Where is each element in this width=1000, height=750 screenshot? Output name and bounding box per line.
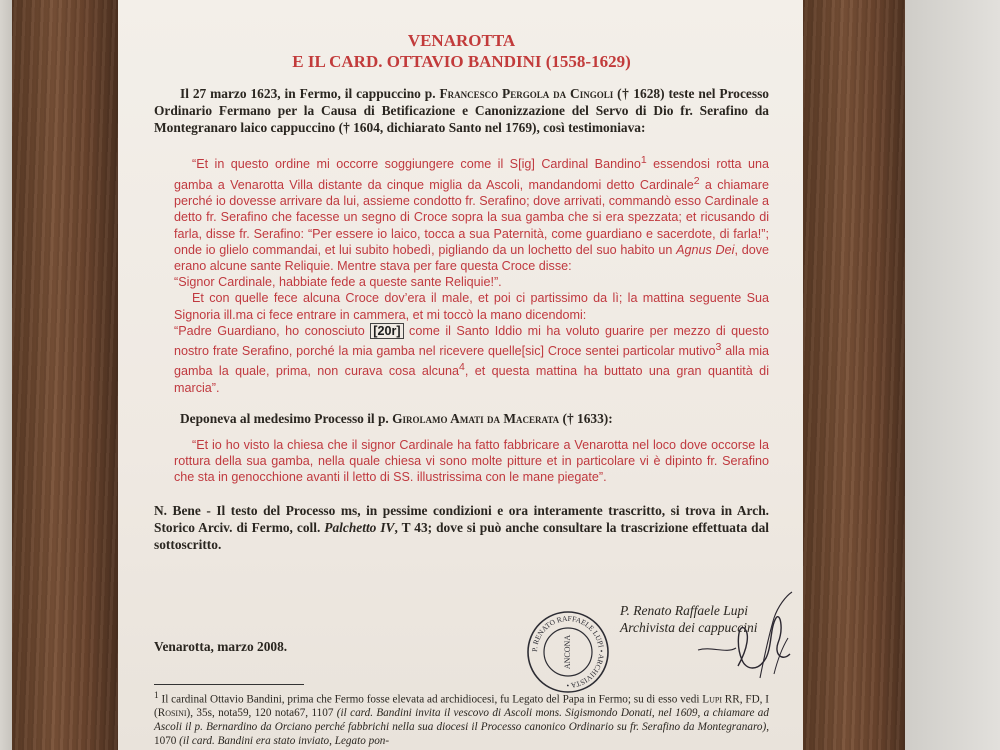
footnote-ref-1: 1 [640, 154, 647, 167]
quote1-text-h: , et questa mattina ha buttato una gran quantità di marcia”. [174, 364, 769, 395]
nbene-text-1: N. Bene - Il testo del Processo ms, in pessime condizioni e ora interamente trascritto, si trova in Arch. Storico Arciv. di Fermo, coll. [154, 502, 769, 535]
quote1-text-c: a chiamare perché io dovesse arrivare da lui, assieme condotto fr. Serafino; dove arrivati, commandò esso Cardinale a detto fr. Serafino che facesse un segno di Croce sopra la sua gamba che si era spezzata; et ricusando di farla, disse fr. Serafino: “Per essere io laico, tocca a sua Paternità, come guardiano e sacerdote, di farla!”; onde io glielo commandai, et lui subito hobedì, pigliando da un lochetto del suo habito un [174, 177, 770, 257]
deponeva-text-1: Deponeva al medesimo Processo il p. [180, 410, 393, 426]
quote1-paragraph-4 [174, 323, 769, 396]
footnote-text-3: , 1070 [154, 720, 769, 747]
wooden-frame-left [12, 0, 118, 750]
footnote-source: Lupi RR, FD, I (Rosini) [154, 693, 769, 720]
quote1-text-d: , dove erano alcune sante Reliquie. Mentre stava per fare questa Croce disse: [174, 242, 770, 273]
intro-text-2: († 1628) teste nel Processo Ordinario Fermano per la Causa di Betificazione e Canonizzazione del Servo di Dio fr. Serafino da Montegranaro laico cappuccino († 1604, dichiarato Santo nel 1769), così testimoniava: [154, 86, 769, 135]
title-line-1: VENAROTTA [407, 31, 516, 50]
stamp-ring-text: P. RENATO RAFFAELE LUPI • ARCHIVISTA • [529, 613, 607, 691]
footnote-italic-1: (il card. Bandini invita il vescovo di Ascoli mons. Sigismondo Donati, nel 1609, a chiamare ad Ascoli il p. Bernardino da Orciano perché fabbrichi nella sua diocesi il Processo canonico Ordinario su fr. Serafino da Montegranaro) [154, 707, 769, 733]
quote2-paragraph: “Et io ho visto la chiesa che il signor Cardinale ha fatto fabbricare a Venarotta nel loco dove occorse la rottura della sua gamba, nella quale chiesa vi sono molte pitture et in particolare vi è dipinto fr. Serafino che sta in genocchione avanti il letto di SS. illustrissima con le mane piegate”. [174, 437, 769, 485]
testimony-quote-2 [154, 437, 769, 486]
document-sheet [118, 0, 803, 750]
folio-reference: [20r] [370, 323, 403, 339]
witness-name-2: Girolamo Amati da Macerata [392, 410, 560, 426]
handwritten-signature [678, 588, 798, 688]
footnote-number: 1 [154, 691, 159, 701]
nbene-text-2: , T 43; dove si può anche consultare la trascrizione effettuata dal sottoscritto. [154, 519, 769, 552]
quote1-text-e: “Padre Guardiano, ho conosciuto [174, 323, 371, 338]
nota-bene-paragraph [154, 502, 769, 553]
archive-stamp [526, 610, 610, 694]
footnote-rule [154, 684, 304, 685]
quote1-text-g: alla mia gamba la quale, prima, non curava cosa alcuna [174, 344, 769, 379]
testimony-quote-1 [154, 152, 769, 396]
footnote-text-2: , 35s, nota59, 120 nota67, 1107 [190, 707, 337, 720]
deponeva-text-2: († 1633): [559, 410, 613, 426]
title-line-2: E IL CARD. OTTAVIO BANDINI (1558-1629) [292, 52, 631, 71]
wooden-frame-right [803, 0, 908, 750]
agnus-dei-term: Agnus Dei [676, 242, 735, 257]
place-date: Venarotta, marzo 2008. [154, 639, 288, 654]
footnote-1 [154, 690, 769, 748]
footnote-ref-2: 2 [693, 174, 700, 187]
footnote-italic-2: (il card. Bandini era stato inviato, Legato pon- [179, 734, 390, 747]
witness-name-1: Francesco Pergola da Cingoli [439, 86, 614, 101]
intro-paragraph [154, 86, 769, 136]
quote1-paragraph-3: Et con quelle fece alcuna Croce dov’era il male, et poi ci partissimo da lì; la mattina seguente Sua Signoria ill.ma ci fece entrare in cammera, et mi toccò la mano dicendomi: [174, 291, 769, 322]
document-body [154, 30, 769, 553]
signatory-role: Archivista dei cappuccini [620, 620, 758, 635]
wall-right [905, 0, 1000, 750]
quote1-text-a: “Et in questo ordine mi occorre soggiungere come il S[ig] Cardinal Bandino [192, 157, 641, 172]
quote1-text-f: come il Santo Iddio mi ha voluto guarire per mezzo di questo nostro frate Serafino, porché la mia gamba nel ricevere quelle[sic] Croce sentei particolar mutivo [174, 323, 769, 359]
signatory-name: P. Renato Raffaele Lupi [620, 603, 748, 618]
quote1-paragraph-1 [174, 152, 769, 274]
intro-text-1: Il 27 marzo 1623, in Fermo, il cappuccino p. [180, 86, 440, 101]
quote1-paragraph-2: “Signor Cardinale, habbiate fede a queste sante Reliquie!”. [174, 275, 502, 290]
footnote-ref-3: 3 [715, 341, 722, 353]
stamp-center-text: ANCONA [562, 634, 572, 670]
footnote-ref-4: 4 [459, 361, 465, 374]
quote1-text-b: essendosi rotta una gamba a Venarotta Villa distante da cinque miglia da Ascoli, mandandomi detto Cardinale [174, 157, 769, 192]
deponeva-line [154, 410, 769, 427]
collection-name: Palchetto IV [324, 519, 395, 535]
footnote-text-1: Il cardinal Ottavio Bandini, prima che Fermo fosse elevata ad archidiocesi, fu Legato del Papa in Fermo; su di esso vedi [158, 693, 703, 706]
